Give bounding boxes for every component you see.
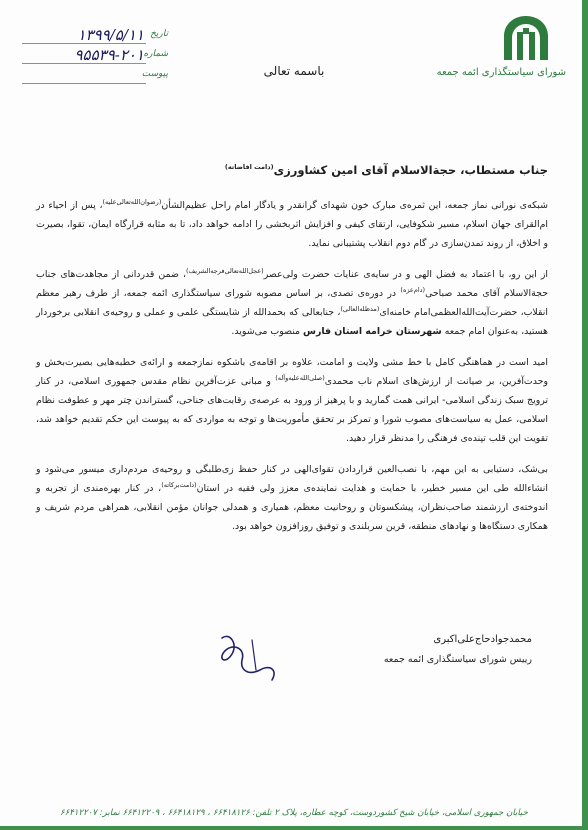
paragraph-4: [36, 460, 548, 536]
paragraph-3: [36, 353, 548, 448]
number-label: شماره: [143, 49, 168, 59]
number-value: ۹۵۵۳۹-۲۰۱: [74, 46, 144, 64]
letter-body: [36, 160, 548, 548]
p2-honorific-3: (مدظله‌العالی): [340, 304, 380, 313]
date-value: ۱۳۹۹/۵/۱۱: [77, 26, 144, 44]
p2-location: شهرستان خرامه استان فارس: [303, 326, 442, 337]
footer-address: خیابان جمهوری اسلامی، خیابان شیخ کشوردوست، کوچه عطاره، پلاک ۲ تلفن: ۶۶۴۱۸۱۲۶ ، ۶۶۴۱۸۱۲۹ ، ۶۶۴۱۲۲۰۹ نمابر: ۶۶۴۱۲۲۰۷: [60, 808, 528, 818]
attachment-line: [22, 83, 146, 84]
paragraph-2: [36, 265, 548, 341]
addressee-honorific: (دامت افاضاته): [224, 163, 274, 172]
p4-honorific: (دامت‌برکاته): [161, 480, 197, 489]
p3-text-b: و مبانی عزت‌آفرین نظام مقدس جمهوری اسلامی، در کنار ترویج سبک زندگی اسلامی- ایرانی همت گمارید و با پرهیز از ورود به عرصه‌ی رقابت‌های جناحی، گستراندن چتر مهر و عطوفت نظام اسلامی، عمل به سیاست‌های مصوب شورا و تمرکز بر تحقق مأموریت‌ها و توجه به مواردی که به پیوست این حکم تقدیم خواهد شد، تقویت این قلب تپنده‌ی فرهنگی را مدنظر قرار دهید.: [36, 376, 548, 444]
p2-honorific-1: (عجل‌الله‌تعالی‌فرجه‌الشریف): [186, 266, 264, 275]
handwritten-signature: [212, 630, 292, 690]
addressee: [36, 160, 548, 180]
paragraph-1: [36, 196, 548, 253]
p4-text-a: بی‌شک، دستیابی به این مهم، با نصب‌العین قراردادن تقوای‌الهی در کنار حفظ زی‌طلبگی و روحیه‌ی مردم‌داری میسور می‌شود و انشاءالله طی این مسیر خطیر، با حمایت و هدایت نماینده‌ی معزز ولی فقیه در استان: [36, 464, 549, 494]
green-border-right: [582, 0, 588, 830]
p2-text-f: منصوب می‌شوید.: [231, 326, 304, 337]
date-line: [22, 43, 146, 44]
p2-text-b: ، ضمن قدردانی از مجاهدت‌های جناب حجةالاسلام آقای محمد صباحی: [36, 269, 549, 299]
p4-text-b: ، در کنار بهره‌مندی از تجربه و اندوخته‌ی ارزشمند صاحب‌نظران، پیشکسوتان و روحانیت معظم، همیاری و همدلی جوانان مؤمن انقلابی، همراهی مردم شریف و همکاری دستگاه‌ها و نهادهای منطقه، قرین سربلندی و توفیق روزافزون خواهد بود.: [36, 483, 548, 532]
invocation: باسمه تعالی: [263, 64, 325, 78]
attachment-label: پیوست: [141, 69, 168, 79]
signer-title: رییس شورای سیاستگذاری ائمه جمعه: [383, 654, 532, 665]
p2-honorific-2: (دام‌عزه): [400, 285, 426, 294]
p2-text-c: در دوره‌ی تصدی، بر اساس مصوبه شورای سیاستگذاری ائمه جمعه، از طرف رهبر معظم انقلاب، حضرت‌آیت‌الله‌العظمی‌امام خامنه‌ای: [36, 288, 548, 318]
addressee-text: جناب مستطاب، حجةالاسلام آقای امین کشاورزی: [273, 163, 548, 177]
green-border-bottom: [0, 826, 588, 830]
p1-text-a: شبکه‌ی نورانی نماز جمعه، این ثمره‌ی مبارک خون شهدای گرانقدر و یادگار امام راحل عظیم‌الشأن: [161, 200, 548, 211]
p3-text-a: امید است در هماهنگی کامل با خط مشی ولایت و امامت، علاوه بر اقامه‌ی باشکوه نمازجمعه و ارائه‌ی خطبه‌هایی بصیرت‌بخش و وحدت‌آفرین، بر صیانت از ارزش‌های اسلام ناب محمدی: [36, 357, 548, 387]
p2-text-d: ، جنابعالی که بحمدالله از شایستگی علمی و عملی و روحیه‌ی انقلابی برخوردار هستید، به‌عنوان امام جمعه: [36, 307, 548, 337]
p2-text-a: از این رو، با اعتماد به فضل الهی و در سایه‌ی عنایات حضرت ولی‌عصر: [263, 269, 548, 280]
p1-text-b: ، پس از احیاء در ام‌القرای جهان اسلام، مسیر شکوفایی، ارتقای کیفی و افزایش اثربخشی را ادامه خواهد داد، تا به مثابه قرارگاه ایمان، تقوا، بصیرت و اخلاق، از روند تمدن‌سازی در گام دوم انقلاب پشتیبانی نماید.: [36, 200, 548, 249]
p1-honorific: (رضوان‌الله‌تعالی‌علیه): [102, 197, 162, 206]
signer-name: محمدجوادحاج‌علی‌اکبری: [433, 634, 532, 645]
date-row: [18, 26, 168, 46]
number-row: [18, 46, 168, 66]
date-label: تاریخ: [150, 29, 168, 39]
p3-honorific: (صلی‌الله‌علیه‌وآله): [275, 373, 325, 382]
signature-block: [384, 630, 532, 670]
organization-name: شورای سیاستگذاری ائمه جمعه: [436, 67, 566, 78]
emblem-icon: [500, 14, 552, 64]
